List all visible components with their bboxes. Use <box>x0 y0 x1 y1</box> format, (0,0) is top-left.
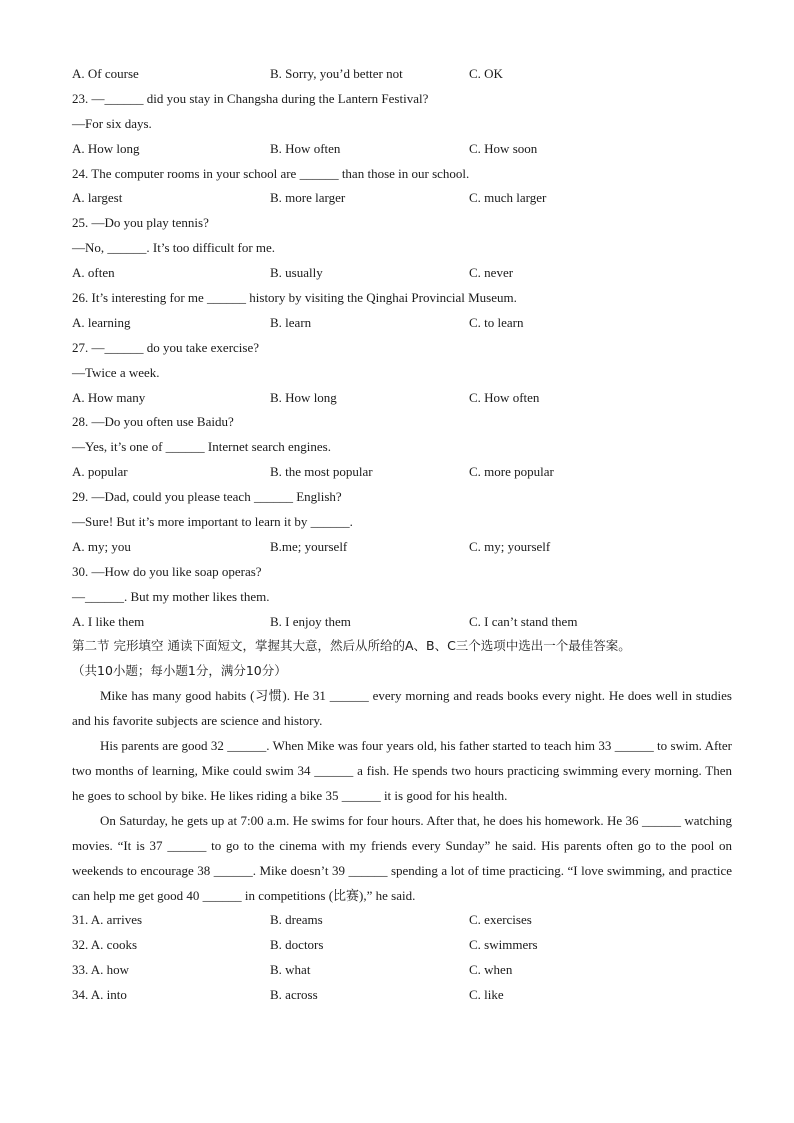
q25-options <box>72 261 732 286</box>
q22-options <box>72 62 732 87</box>
option-c: C. never <box>469 265 514 281</box>
q24-question: 24. The computer rooms in your school are ______ than those in our school. <box>72 165 470 181</box>
q30-answer: —______. But my mother likes them. <box>72 588 270 604</box>
q28-question: 28. —Do you often use Baidu? <box>72 414 234 430</box>
q25-question: 25. —Do you play tennis? <box>72 215 209 231</box>
q23-options <box>72 137 732 162</box>
passage-paragraph: His parents are good 32 ______. When Mike was four years old, his father started to teach him 33 ______ to swim. After two months of learning, Mike could swim 34 ______ a fish. He spends two hours practicing swimming every morning. Then he goes to school by bike. He likes riding a bike 35 ______ it is good for his health. <box>72 738 732 803</box>
passage-paragraph: Mike has many good habits (习惯). He 31 ______ every morning and reads books every night. He does well in studies and his favorite subjects are science and history. <box>72 688 732 729</box>
option-b: B. doctors <box>270 937 324 953</box>
option-a: A. learning <box>72 314 131 330</box>
option-c: C. How often <box>469 389 540 405</box>
q26-options <box>72 311 732 336</box>
option-a: A. Of course <box>72 66 139 81</box>
q25-answer: —No, ______. It’s too difficult for me. <box>72 240 276 256</box>
option-a: A. I like them <box>72 613 145 629</box>
q34-options <box>72 983 732 1008</box>
option-c: C. much larger <box>469 190 547 206</box>
option-a: A. How long <box>72 140 140 156</box>
option-c: C. I can’t stand them <box>469 613 578 629</box>
q32-options <box>72 933 732 958</box>
option-c: C. swimmers <box>469 937 538 953</box>
option-c: C. exercises <box>469 912 532 928</box>
option-b: B. the most popular <box>270 464 373 480</box>
option-b: B. more larger <box>270 190 346 206</box>
option-c: C. my; yourself <box>469 538 551 554</box>
option-b: B. usually <box>270 265 323 281</box>
option-b: B. I enjoy them <box>270 613 351 629</box>
q30-options <box>72 610 732 635</box>
q23-question: 23. —______ did you stay in Changsha during the Lantern Festival? <box>72 90 429 106</box>
option-a: 31. A. arrives <box>72 912 143 928</box>
q28-options <box>72 460 732 485</box>
option-b: B. How often <box>270 140 341 156</box>
section-note: （共10小题；每小题1分，满分10分） <box>72 663 287 679</box>
exam-page <box>72 62 732 1008</box>
q33-options <box>72 958 732 983</box>
section-heading: 第二节 完形填空 通读下面短文，掌握其大意，然后从所给的A、B、C三个选项中选出一个最佳答案。 <box>72 638 631 654</box>
q29-question: 29. —Dad, could you please teach ______ English? <box>72 489 342 505</box>
option-a: A. How many <box>72 389 146 405</box>
option-b: B. learn <box>270 314 312 330</box>
option-a: A. my; you <box>72 538 131 554</box>
q29-options <box>72 535 732 560</box>
q24-options <box>72 186 732 211</box>
option-c: C. more popular <box>469 464 554 480</box>
q31-options <box>72 908 732 933</box>
passage-paragraph: On Saturday, he gets up at 7:00 a.m. He swims for four hours. After that, he does his homework. He 36 ______ watching movies. “It is 37 ______ to go to the cinema with my friends every Sunday” he said. His parents often go to the pool on weekends to encourage 38 ______. Mike doesn’t 39 ______ spending a lot of time practicing. “I love swimming, and practice can help me get good 40 ______ in competitions (比赛),” he said. <box>72 812 732 903</box>
option-a: A. often <box>72 265 115 281</box>
q27-question: 27. —______ do you take exercise? <box>72 339 260 355</box>
option-b: B. How long <box>270 389 337 405</box>
option-c: C. when <box>469 962 513 978</box>
option-a: 32. A. cooks <box>72 937 137 953</box>
option-a: A. largest <box>72 190 123 206</box>
q23-answer: —For six days. <box>72 115 152 131</box>
q27-options <box>72 386 732 411</box>
option-b: B.me; yourself <box>270 538 348 554</box>
option-a: A. popular <box>72 464 128 480</box>
option-b: B. what <box>270 962 311 978</box>
option-b: B. across <box>270 987 318 1003</box>
option-b: B. dreams <box>270 912 323 928</box>
q28-answer: —Yes, it’s one of ______ Internet search engines. <box>72 439 331 455</box>
option-a: 33. A. how <box>72 962 130 978</box>
q29-answer: —Sure! But it’s more important to learn it by ______. <box>72 514 353 530</box>
q27-answer: —Twice a week. <box>72 364 160 380</box>
option-c: C. like <box>469 987 504 1003</box>
option-c: C. to learn <box>469 314 524 330</box>
q30-question: 30. —How do you like soap operas? <box>72 563 262 579</box>
option-a: 34. A. into <box>72 987 127 1003</box>
option-c: C. How soon <box>469 140 538 156</box>
option-b: B. Sorry, you’d better not <box>270 66 403 81</box>
option-c: C. OK <box>469 66 503 81</box>
q26-question: 26. It’s interesting for me ______ history by visiting the Qinghai Provincial Museum. <box>72 290 517 306</box>
